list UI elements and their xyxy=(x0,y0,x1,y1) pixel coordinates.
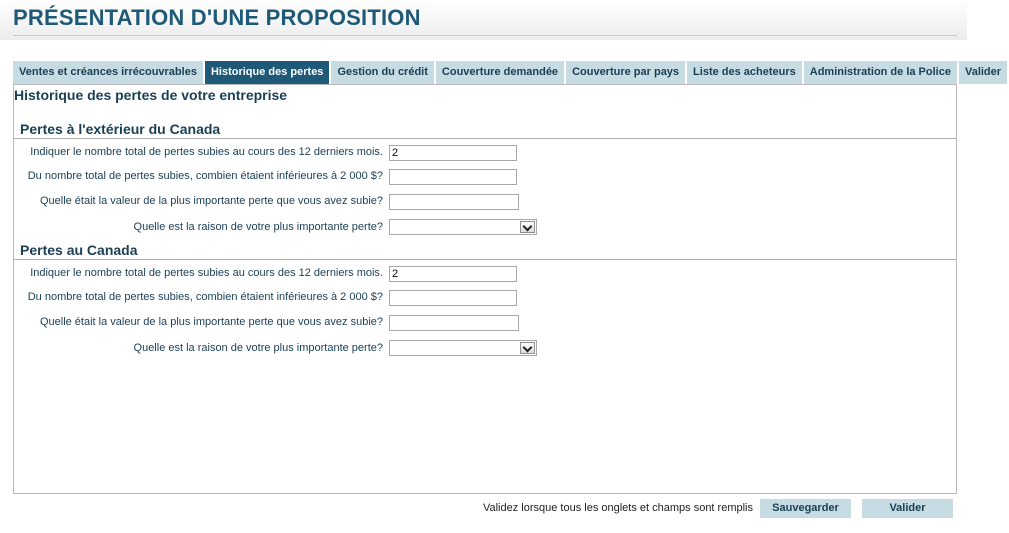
domestic-small-losses-input[interactable] xyxy=(389,290,517,306)
validation-hint: Validez lorsque tous les onglets et champs sont remplis xyxy=(482,502,753,514)
tab-liste-acheteurs[interactable]: Liste des acheteurs xyxy=(687,61,802,84)
tab-ventes-creances[interactable]: Ventes et créances irrécouvrables xyxy=(13,61,203,84)
chevron-down-icon xyxy=(523,343,533,353)
foreign-reason-select[interactable] xyxy=(389,219,537,235)
panel-title: Historique des pertes de votre entreprise xyxy=(14,87,288,103)
validate-button[interactable]: Valider xyxy=(862,499,953,518)
foreign-total-losses-input[interactable] xyxy=(389,145,517,161)
domestic-reason-dropdown-button[interactable] xyxy=(520,342,535,354)
content-panel xyxy=(13,84,957,494)
tab-administration-police[interactable]: Administration de la Police xyxy=(804,61,957,84)
section-title-domestic: Pertes au Canada xyxy=(20,242,138,258)
domestic-total-losses-input[interactable] xyxy=(389,266,517,282)
foreign-reason-dropdown-button[interactable] xyxy=(520,221,535,233)
section-title-foreign: Pertes à l'extérieur du Canada xyxy=(20,121,221,137)
foreign-small-losses-input[interactable] xyxy=(389,169,517,185)
save-button[interactable]: Sauvegarder xyxy=(760,499,851,518)
foreign-largest-value-label: Quelle était la valeur de la plus importante perte que vous avez subie? xyxy=(39,195,383,207)
tab-bar xyxy=(13,61,1009,85)
tab-gestion-credit[interactable]: Gestion du crédit xyxy=(331,61,433,84)
tab-historique-pertes[interactable]: Historique des pertes xyxy=(205,61,329,84)
domestic-small-losses-label: Du nombre total de pertes subies, combien étaient inférieures à 2 000 $? xyxy=(27,291,383,303)
chevron-down-icon xyxy=(523,222,533,232)
domestic-largest-value-label: Quelle était la valeur de la plus importante perte que vous avez subie? xyxy=(39,316,383,328)
tab-couverture-pays[interactable]: Couverture par pays xyxy=(566,61,685,84)
section-divider-foreign xyxy=(14,138,956,139)
foreign-reason-label: Quelle est la raison de votre plus importante perte? xyxy=(133,221,383,233)
foreign-small-losses-label: Du nombre total de pertes subies, combien étaient inférieures à 2 000 $? xyxy=(27,170,383,182)
page-header xyxy=(0,0,967,40)
page-title: PRÉSENTATION D'UNE PROPOSITION xyxy=(13,5,421,30)
foreign-total-losses-label: Indiquer le nombre total de pertes subies au cours des 12 derniers mois. xyxy=(30,146,383,158)
section-divider-domestic xyxy=(14,259,956,260)
domestic-largest-value-input[interactable] xyxy=(389,315,519,331)
domestic-reason-select[interactable] xyxy=(389,340,537,356)
domestic-reason-label: Quelle est la raison de votre plus importante perte? xyxy=(133,342,383,354)
header-divider xyxy=(13,35,957,36)
domestic-total-losses-label: Indiquer le nombre total de pertes subies au cours des 12 derniers mois. xyxy=(30,267,383,279)
tab-valider[interactable]: Valider xyxy=(959,61,1007,84)
tab-couverture-demandee[interactable]: Couverture demandée xyxy=(436,61,564,84)
foreign-largest-value-input[interactable] xyxy=(389,194,519,210)
